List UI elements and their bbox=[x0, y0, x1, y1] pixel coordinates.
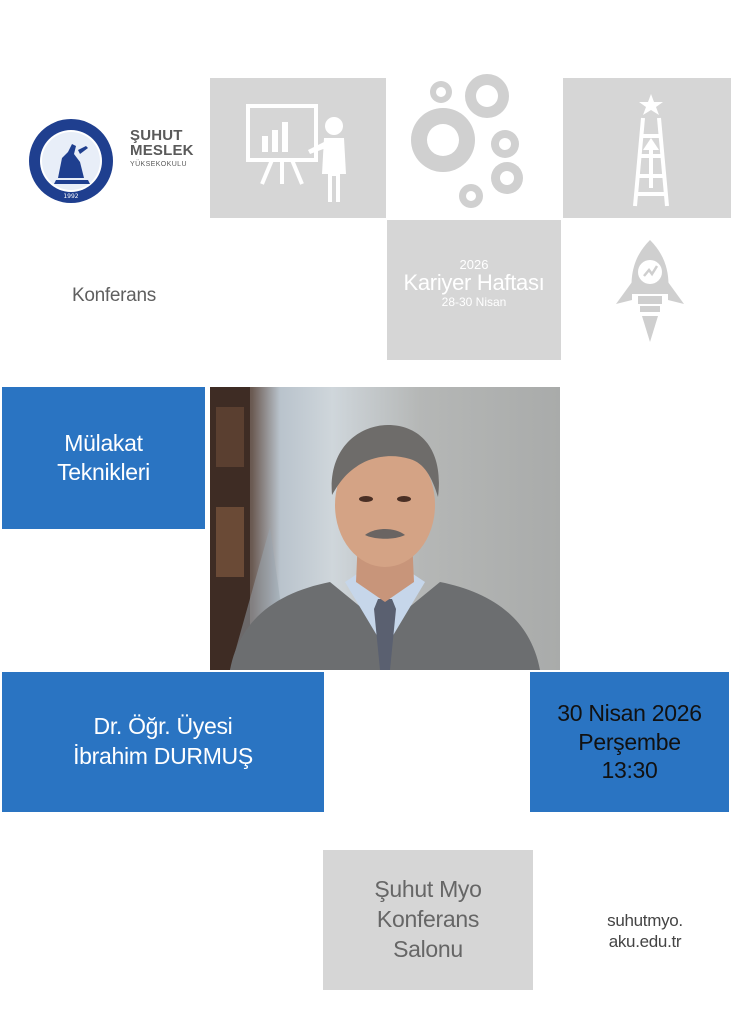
career-week-year: 2026 bbox=[459, 257, 489, 272]
rocket-bulb-icon bbox=[612, 238, 688, 346]
website-line1: suhutmyo. bbox=[607, 911, 683, 930]
school-name-line1: ŞUHUT bbox=[130, 127, 183, 144]
school-name-line3: YÜKSEKOKULU bbox=[130, 161, 187, 168]
topic-line1: Mülakat bbox=[64, 430, 143, 457]
career-week-tile bbox=[387, 220, 561, 360]
gears-icon bbox=[405, 70, 535, 216]
svg-text:1992: 1992 bbox=[63, 193, 79, 200]
career-week-title: Kariyer Haftası bbox=[403, 270, 545, 295]
venue-line3: Salonu bbox=[393, 935, 463, 962]
speaker-title: Dr. Öğr. Üyesi bbox=[93, 713, 233, 740]
website-link[interactable] bbox=[590, 910, 700, 953]
speaker-photo bbox=[210, 387, 560, 670]
presentation-icon bbox=[210, 78, 386, 218]
date-tile bbox=[530, 672, 729, 812]
presentation-tile bbox=[210, 78, 386, 218]
school-name bbox=[130, 128, 210, 168]
venue-line1: Şuhut Myo bbox=[374, 876, 482, 903]
event-time: 13:30 bbox=[601, 757, 658, 784]
event-day: Perşembe bbox=[578, 728, 681, 755]
ladder-star-icon bbox=[563, 78, 731, 218]
university-logo bbox=[28, 118, 114, 204]
school-name-line2: MESLEK bbox=[130, 142, 194, 159]
ladder-tile bbox=[563, 78, 731, 218]
topic-line2: Teknikleri bbox=[57, 459, 150, 485]
speaker-tile bbox=[2, 672, 324, 812]
website-line2: aku.edu.tr bbox=[608, 932, 682, 952]
speaker-name: İbrahim DURMUŞ bbox=[73, 743, 253, 769]
venue-tile bbox=[323, 850, 533, 990]
venue-line2: Konferans bbox=[376, 906, 480, 933]
event-date: 30 Nisan 2026 bbox=[557, 699, 702, 726]
career-week-dates: 28-30 Nisan bbox=[441, 295, 507, 309]
event-type-label: Konferans bbox=[72, 285, 156, 306]
topic-tile bbox=[2, 387, 205, 529]
